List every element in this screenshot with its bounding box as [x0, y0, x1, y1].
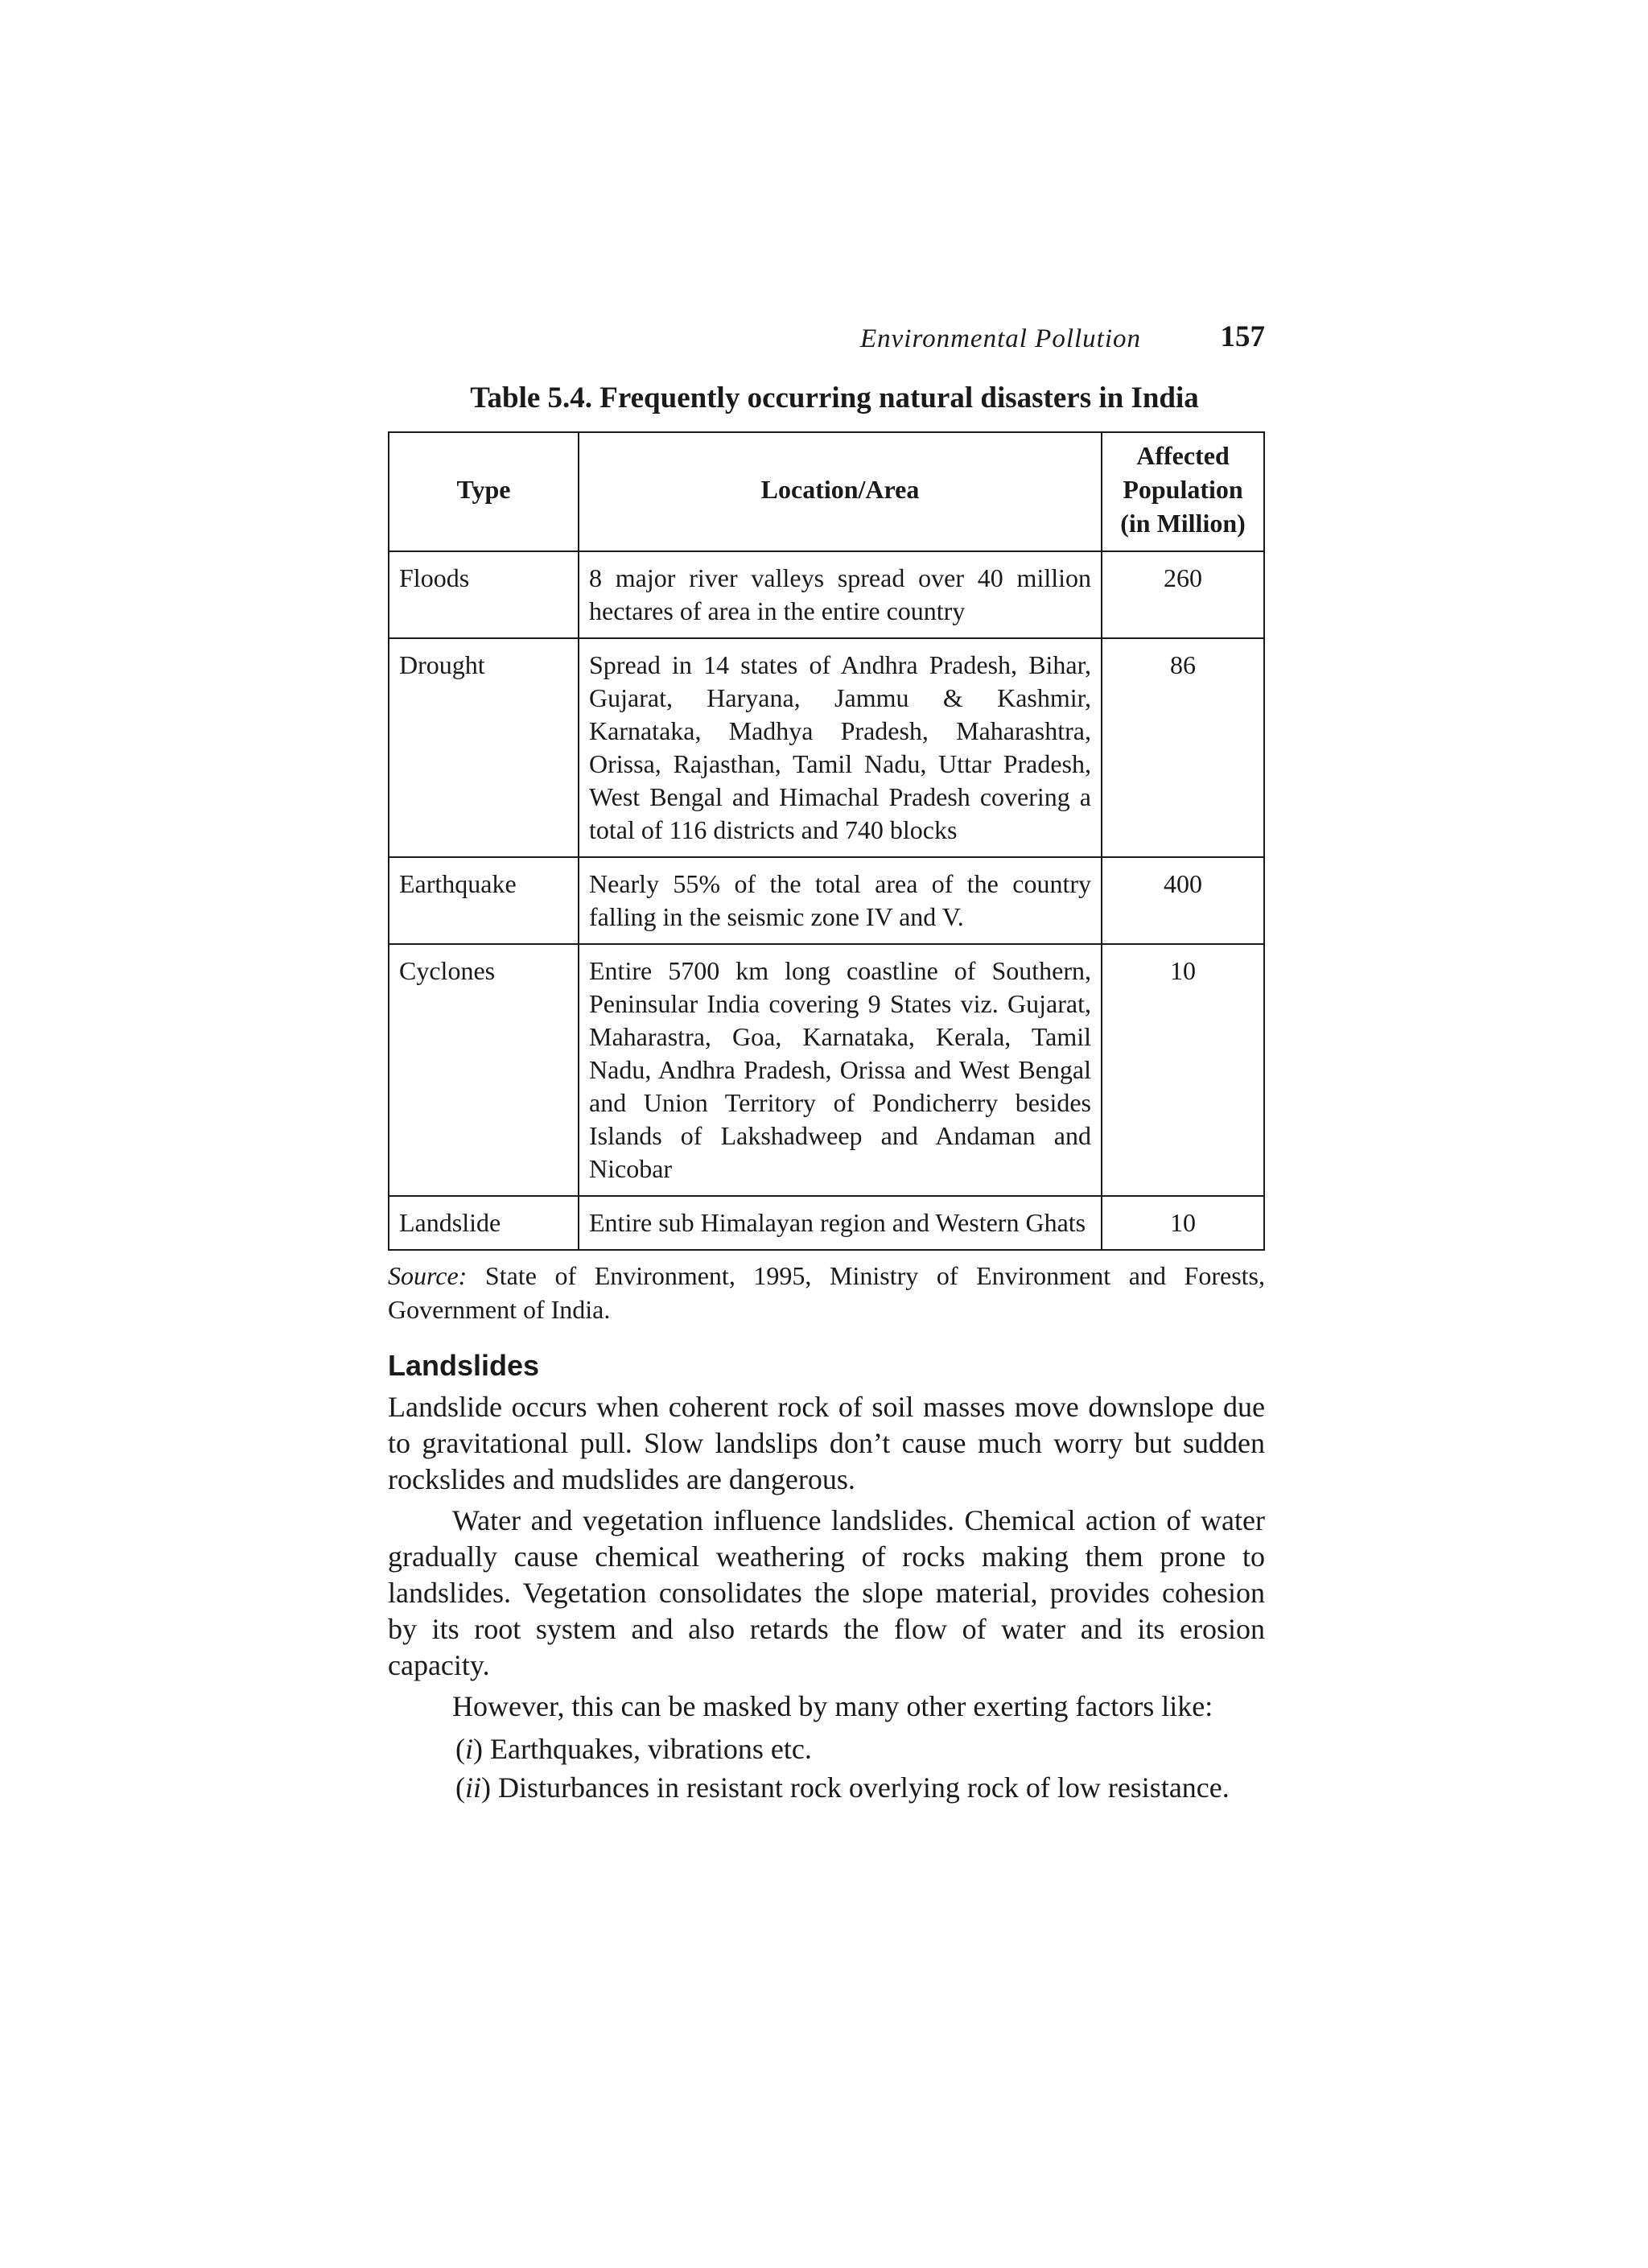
paragraph: However, this can be masked by many other exerting factors like:: [452, 1690, 1213, 1722]
list-item-text: Disturbances in resistant rock overlying rock of low resistance.: [498, 1771, 1230, 1804]
cell-location: Spread in 14 states of Andhra Pradesh, Bihar, Gujarat, Haryana, Jammu & Kashmir, Karnataka, Madhya Pradesh, Maharashtra, Orissa, Rajasthan, Tamil Nadu, Uttar Pradesh, West Bengal and Himachal Pradesh covering a total of 116 districts and 740 blocks: [579, 638, 1102, 857]
cell-type: Earthquake: [389, 857, 579, 944]
column-header-location: Location/Area: [579, 432, 1102, 551]
cell-population: 86: [1102, 638, 1264, 857]
cell-type: Cyclones: [389, 944, 579, 1196]
list-item: (i) Earthquakes, vibrations etc.: [455, 1733, 812, 1765]
paragraph: Landslide occurs when coherent rock of soil masses move downslope due to gravitational pull. Slow landslips don’t cause much worry but sudden rockslides and mudslides are dangerous.: [388, 1391, 1265, 1495]
paragraph: Water and vegetation influence landslides. Chemical action of water gradually cause chemical weathering of rocks making them prone to landslides. Vegetation consolidates the slope material, provides cohesion by its root system and also retards the flow of water and its erosion capacity.: [388, 1504, 1265, 1681]
column-header-type: Type: [389, 432, 579, 551]
cell-type: Drought: [389, 638, 579, 857]
cell-type: Landslide: [389, 1196, 579, 1250]
table-row: [389, 944, 1264, 1196]
cell-population: 10: [1102, 944, 1264, 1196]
cell-population: 10: [1102, 1196, 1264, 1250]
cell-population: 400: [1102, 857, 1264, 944]
cell-location: Entire sub Himalayan region and Western Ghats: [579, 1196, 1102, 1250]
table-row: [389, 857, 1264, 944]
cell-population: 260: [1102, 551, 1264, 638]
list-item-number: i: [465, 1733, 474, 1765]
page-number: 157: [1220, 320, 1265, 353]
table-row: [389, 638, 1264, 857]
source-text: State of Environment, 1995, Ministry of Environment and Forests, Government of India.: [388, 1261, 1266, 1324]
book-page: [388, 318, 1265, 1807]
table-source-note: [388, 1259, 1265, 1326]
running-head: [388, 318, 1265, 358]
running-head-title: Environmental Pollution: [860, 324, 1141, 353]
column-header-population: Affected Population (in Million): [1102, 432, 1264, 551]
source-label: Source:: [388, 1261, 468, 1290]
cell-location: Nearly 55% of the total area of the country falling in the seismic zone IV and V.: [579, 857, 1102, 944]
disasters-table: [388, 431, 1265, 1251]
cell-location: Entire 5700 km long coastline of Southern, Peninsular India covering 9 States viz. Gujarat, Maharastra, Goa, Karnataka, Kerala, Tamil Nadu, Andhra Pradesh, Orissa and West Bengal and Union Territory of Pondicherry besides Islands of Lakshadweep and Andaman and Nicobar: [579, 944, 1102, 1196]
list-item-text: Earthquakes, vibrations etc.: [490, 1733, 812, 1765]
list-item-number: ii: [465, 1771, 482, 1804]
cell-location: 8 major river valleys spread over 40 million hectares of area in the entire country: [579, 551, 1102, 638]
section-heading: Landslides: [388, 1349, 540, 1382]
table-row: [389, 1196, 1264, 1250]
table-row: [389, 551, 1264, 638]
list-item: (ii) Disturbances in resistant rock overlying rock of low resistance.: [455, 1771, 1230, 1804]
cell-type: Floods: [389, 551, 579, 638]
table-header-row: [389, 432, 1264, 551]
table-title: Table 5.4. Frequently occurring natural disasters in India: [470, 381, 1199, 414]
